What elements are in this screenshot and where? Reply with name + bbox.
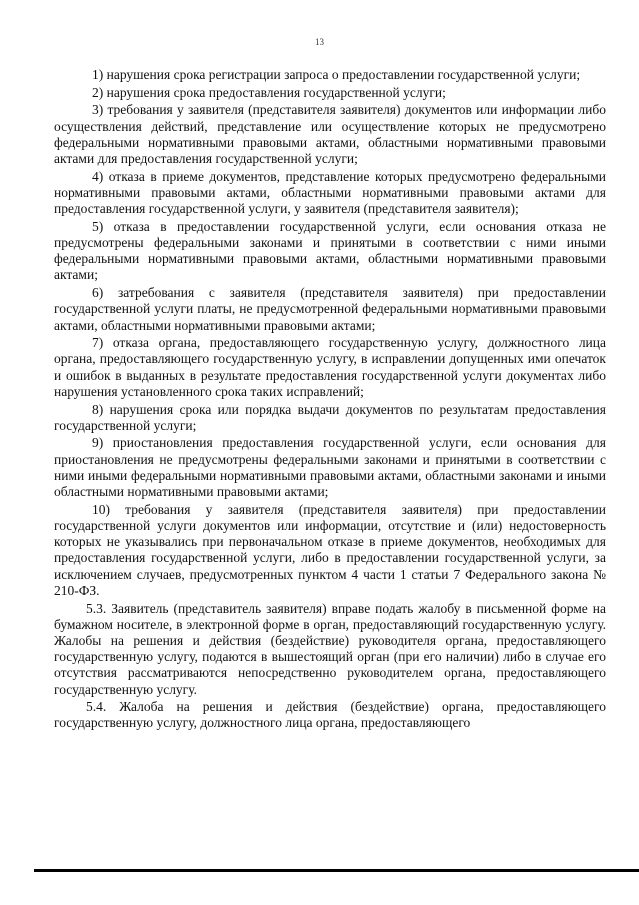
list-item: 7) отказа органа, предоставляющего государственную услугу, должностного лица органа, предоставляющего государственную услугу, в исправлении допущенных ими опечаток и ошибок в выданных в результате предоставления государственной услуги документах либо нарушения установленного срока таких исправлений; (54, 335, 606, 399)
section-5-3-paragraph: 5.3. Заявитель (представитель заявителя) вправе подать жалобу в письменной форме на бумажном носителе, в электронной форме в орган, предоставляющий государственную услугу. Жалобы на решения и действия (бездействие) руководителя органа, предоставляющего государственную услугу, подаются в вышестоящий орган (при его наличии) либо в случае его отсутствия рассматриваются непосредственно руководителем органа, предоставляющего государственную услугу. (54, 600, 606, 697)
list-item: 4) отказа в приеме документов, представление которых предусмотрено федеральными нормативными правовыми актами, областными нормативными правовыми актами для предоставления государственной услуги, у заявителя (представителя заявителя); (54, 168, 606, 217)
list-item: 6) затребования с заявителя (представителя заявителя) при предоставлении государственной услуги платы, не предусмотренной федеральными нормативными правовыми актами, областными нормативными правовыми актами; (54, 285, 606, 333)
page-number: 13 (315, 37, 324, 47)
list-item: 1) нарушения срока регистрации запроса о предоставлении государственной услуги; (92, 67, 581, 82)
list-item: 10) требования у заявителя (представителя заявителя) при предоставлении государственной услуги документов или информации, отсутствие и (или) недостоверность которых не указывались при первоначальном отказе в приеме документов, необходимых для предоставления государственной услуги, либо в предоставлении государственной услуги, за исключением случаев, предусмотренных пунктом 4 части 1 статьи 7 Федерального закона № 210-ФЗ. (54, 501, 606, 598)
list-item: 9) приостановления предоставления государственной услуги, если основания для приостановления не предусмотрены федеральными законами и принятыми в соответствии с ними иными федеральными нормативными правовыми актами, областными законами и иными областными нормативными правовыми актами; (54, 435, 606, 500)
list-item: 2) нарушения срока предоставления государственной услуги; (92, 84, 446, 100)
document-body (54, 67, 606, 733)
section-5-4-paragraph: 5.4. Жалоба на решения и действия (бездействие) органа, предоставляющего государственную услугу, должностного лица органа, предоставляющего (54, 699, 606, 731)
list-item: 8) нарушения срока или порядка выдачи документов по результатам предоставления государственной услуги; (54, 401, 606, 433)
list-item: 5) отказа в предоставлении государственной услуги, если основания отказа не предусмотрены федеральными законами и принятыми в соответствии с ними иными федеральными нормативными правовыми актами, областными нормативными правовыми актами; (54, 218, 606, 283)
bottom-rule (34, 869, 639, 872)
list-item: 3) требования у заявителя (представителя заявителя) документов или информации либо осуществления действий, представление или осуществление которых не предусмотрено федеральными нормативными правовыми актами, областными нормативными правовыми актами для предоставления государственной услуги; (54, 102, 606, 167)
